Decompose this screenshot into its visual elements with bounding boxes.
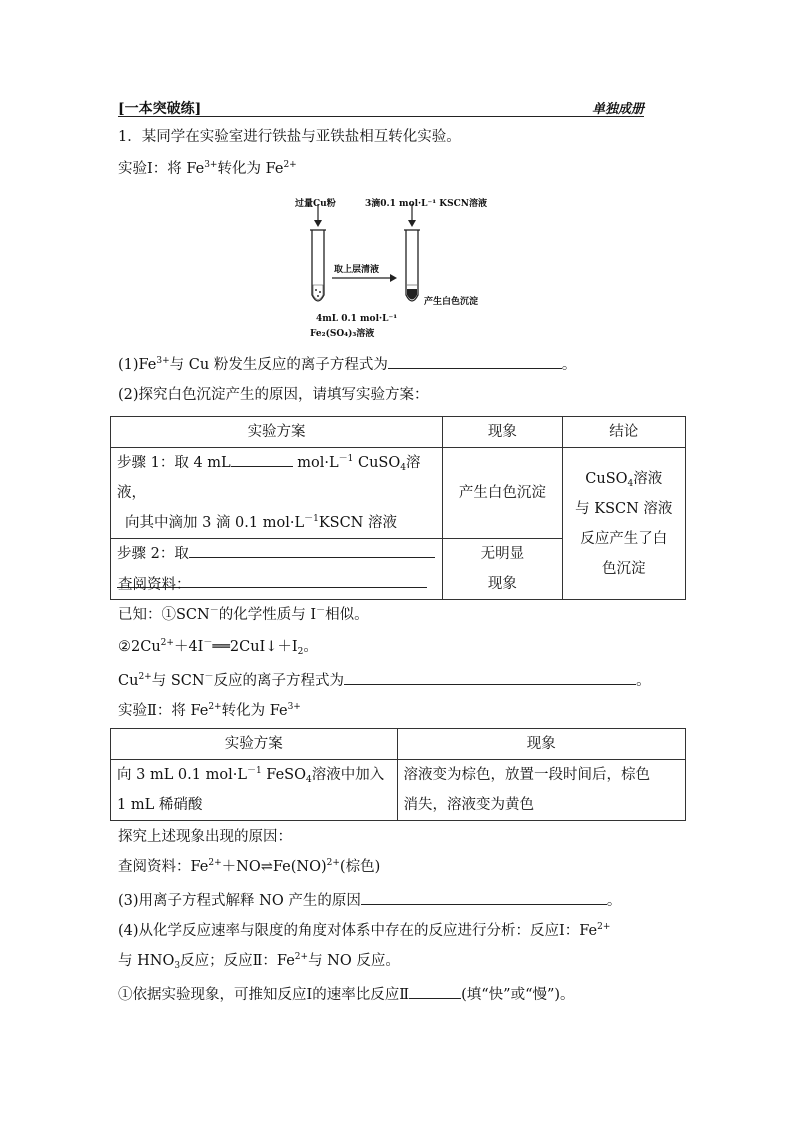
- page-header: [118, 98, 644, 117]
- question-title: 1．某同学在实验室进行铁盐与亚铁盐相互转化实验。: [118, 129, 461, 145]
- label-cu-powder: 过量Cu粉: [295, 199, 336, 209]
- table1-step1-phenomenon: 产生白色沉淀: [443, 448, 562, 539]
- cu-scn-question: $Cu^{2+}$与 SCN－反应的离子方程式为 。: [118, 668, 651, 692]
- known-2: $②2Cu^{2+}+4I^-══2CuI↓+I_2$。: [118, 638, 318, 657]
- equilibrium-arrow: ⇌: [260, 859, 273, 875]
- answer-blank-step1[interactable]: [231, 450, 293, 467]
- exp1-title: 实验Ⅰ：将 $Fe^{3+}$转化为 $Fe^{2+}$: [118, 160, 297, 177]
- table2-plan: 向 3 mL 0.1 $mol\cdot L^{-1}$ FeSO$_4$溶液中加入 1 mL 稀硝酸: [111, 760, 398, 821]
- answer-blank-cu-scn[interactable]: [344, 668, 636, 685]
- answer-blank-1[interactable]: [388, 352, 562, 369]
- table1-step2: 步骤 2：取: [111, 539, 443, 600]
- experiment-table-2: [110, 728, 686, 821]
- table1-header-conclusion: 结论: [562, 417, 685, 448]
- info-title: 查阅资料：: [118, 577, 191, 593]
- sub-question-3: (3)用离子方程式解释 NO 产生的原因 。: [118, 888, 621, 912]
- label-solution-conc: 4mL 0.1 mol·L⁻¹: [316, 314, 398, 324]
- table1-conclusion: CuSO$_4$溶液 与 KSCN 溶液 反应产生了白 色沉淀: [562, 448, 685, 600]
- explore-text: 探究上述现象出现的原因：: [118, 829, 292, 845]
- sub-question-2: (2)探究白色沉淀产生的原因，请填写实验方案：: [118, 387, 429, 403]
- table2-phenomenon: 溶液变为棕色，放置一段时间后，棕色 消失，溶液变为黄色: [397, 760, 685, 821]
- info-2: 查阅资料：$Fe^{2+}+NO\rightleftharpoons Fe(NO)^{2+}$(棕色): [118, 858, 381, 875]
- label-solution-name: Fe₂(SO₄)₃溶液: [310, 329, 375, 339]
- table1-header-plan: 实验方案: [111, 417, 443, 448]
- experiment-table-1: [110, 416, 686, 600]
- table2-header-phenomenon: 现象: [397, 729, 685, 760]
- label-take-supernatant: 取上层清液: [334, 265, 380, 275]
- experiment-figure: [290, 190, 510, 340]
- answer-blank-3[interactable]: [361, 888, 607, 905]
- header-left: [一本突破练]: [118, 101, 202, 117]
- table2-header-plan: 实验方案: [111, 729, 398, 760]
- label-kscn: 3滴0.1 mol·L⁻¹ KSCN溶液: [365, 199, 487, 209]
- header-right: 单独成册: [591, 102, 644, 117]
- sub-question-4-part1: ①依据实验现象，可推知反应Ⅰ的速率比反应Ⅱ (填“快”或“慢”)。: [118, 982, 575, 1006]
- table1-step1: 步骤 1：取 4 mL $mol\cdot L^{-1}$ CuSO$_4$溶液， 向其中滴加 3 滴 0.1 $mol\cdot L^{-1}KSCN$ 溶液: [111, 448, 443, 539]
- table1-header-phenomenon: 现象: [443, 417, 562, 448]
- table1-step2-phenomenon: 无明显 现象: [443, 539, 562, 600]
- sub-question-4-line2: 与 $HNO_3$反应；反应Ⅱ：$Fe^{2+}$与 NO 反应。: [118, 952, 400, 971]
- exp2-title: 实验Ⅱ：将 $Fe^{2+}$转化为 $Fe^{3+}$: [118, 702, 301, 719]
- answer-blank-4-1[interactable]: [409, 982, 461, 999]
- known-1: 已知：①SCN－的化学性质与 I－相似。: [118, 606, 369, 623]
- sub-question-1: $(1)Fe^{3+}$与 Cu 粉发生反应的离子方程式为 。: [118, 352, 576, 376]
- label-white-precipitate: 产生白色沉淀: [424, 297, 479, 307]
- sub-question-4-line1: (4)从化学反应速率与限度的角度对体系中存在的反应进行分析：反应Ⅰ：$Fe^{2+}$: [118, 922, 611, 939]
- answer-blank-step2-a[interactable]: [189, 541, 435, 558]
